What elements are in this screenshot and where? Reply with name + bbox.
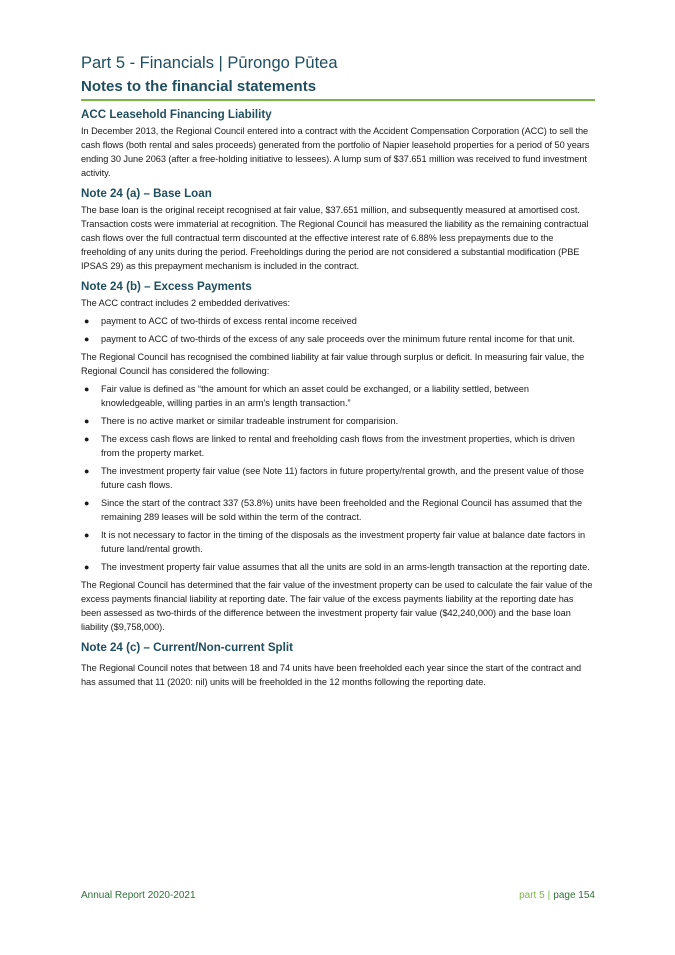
section-split xyxy=(81,640,595,689)
list-item xyxy=(81,560,595,574)
bullet-icon: ● xyxy=(84,384,90,394)
paragraph: The Regional Council has determined that the fair value of the investment property can be used to calculate the fair value of the excess payments financial liability at reporting date. The fair value of the excess payments liability at the reporting date has been assessed as two-thirds of the difference between the investment property fair value ($42,240,000) and the base loan liability ($9,758,000). xyxy=(81,580,593,632)
section-acc xyxy=(81,107,595,180)
section-heading: Note 24 (a) – Base Loan xyxy=(81,187,212,200)
section-base-loan xyxy=(81,186,595,273)
bullet-icon: ● xyxy=(84,530,90,540)
list-item xyxy=(81,314,595,328)
section-heading: Note 24 (c) – Current/Non-current Split xyxy=(81,641,293,654)
section-heading: Note 24 (b) – Excess Payments xyxy=(81,280,252,293)
footer-part: part 5 xyxy=(519,890,545,901)
list-item xyxy=(81,382,595,410)
bullet-icon: ● xyxy=(84,416,90,426)
considerations-list xyxy=(81,382,595,574)
page-content xyxy=(81,53,595,695)
part-title: Part 5 - Financials | Pūrongo Pūtea xyxy=(81,54,338,72)
bullet-icon: ● xyxy=(84,334,90,344)
section-heading: ACC Leasehold Financing Liability xyxy=(81,108,272,121)
bullet-icon: ● xyxy=(84,498,90,508)
bullet-icon: ● xyxy=(84,562,90,572)
list-item xyxy=(81,528,595,556)
bullet-icon: ● xyxy=(84,434,90,444)
list-item xyxy=(81,496,595,524)
list-item-text: The excess cash flows are linked to rental and freeholding cash flows from the investment properties, which is driven from the property market. xyxy=(101,434,575,458)
paragraph: The base loan is the original receipt recognised at fair value, $37.651 million, and subsequently measured at amortised cost. Transaction costs were immaterial at recognition. The Regional Council has measured the liability as the remaining contractual cash flows over the full contractual term discounted at the effective interest rate of 6.88% less prepayments due to the freeholding of any units during the period. Freeholdings during the period are not considered a substantial modification (PBE IPSAS 29) as this prepayment mechanism is included in the contract. xyxy=(81,205,589,271)
title-divider xyxy=(81,99,595,101)
list-item xyxy=(81,464,595,492)
bullet-icon: ● xyxy=(84,316,90,326)
list-item-text: Since the start of the contract 337 (53.8%) units have been freeholded and the Regional Council has assumed that the remaining 289 leases will be sold within the term of the contract. xyxy=(101,498,583,522)
footer-separator: | xyxy=(547,890,551,901)
list-item-text: There is no active market or similar tradeable instrument for comparision. xyxy=(101,416,399,426)
list-item xyxy=(81,332,595,346)
section-excess-payments xyxy=(81,279,595,634)
list-item-text: Fair value is defined as “the amount for which an asset could be exchanged, or a liability settled, between knowledgeable, willing parties in an arm’s length transaction.” xyxy=(101,384,529,408)
list-item-text: It is not necessary to factor in the timing of the disposals as the investment property fair value at balance date factors in future land/rental growth. xyxy=(101,530,586,554)
list-item-text: payment to ACC of two-thirds of excess rental income received xyxy=(101,316,357,326)
list-item-text: payment to ACC of two-thirds of the excess of any sale proceeds over the minimum future rental income for that unit. xyxy=(101,334,575,344)
footer-report-title: Annual Report 2020-2021 xyxy=(81,890,196,901)
paragraph: The Regional Council has recognised the combined liability at fair value through surplus or deficit. In measuring fair value, the Regional Council has considered the following: xyxy=(81,352,585,376)
derivatives-list xyxy=(81,314,595,346)
list-item xyxy=(81,414,595,428)
paragraph: In December 2013, the Regional Council entered into a contract with the Accident Compensation Corporation (ACC) to sell the cash flows (both rental and sales proceeds) generated from the portfolio of Napier leasehold properties for a period of 50 years ending 30 June 2063 (after a free-holding initiative to lessees). A lump sum of $37.651 million was received to fund investment activity. xyxy=(81,126,590,178)
notes-title: Notes to the financial statements xyxy=(81,78,317,95)
footer-page-number: page 154 xyxy=(553,890,595,901)
bullet-icon: ● xyxy=(84,466,90,476)
footer-page-info xyxy=(519,890,595,901)
paragraph: The ACC contract includes 2 embedded derivatives: xyxy=(81,298,290,308)
list-item-text: The investment property fair value (see Note 11) factors in future property/rental growth, and the present value of those future cash flows. xyxy=(101,466,584,490)
list-item xyxy=(81,432,595,460)
list-item-text: The investment property fair value assumes that all the units are sold in an arms-length transaction at the reporting date. xyxy=(101,562,590,572)
paragraph: The Regional Council notes that between 18 and 74 units have been freeholded each year since the start of the contract and has assumed that 11 (2020: nil) units will be freeholded in the 12 months following the reporting date. xyxy=(81,663,582,687)
